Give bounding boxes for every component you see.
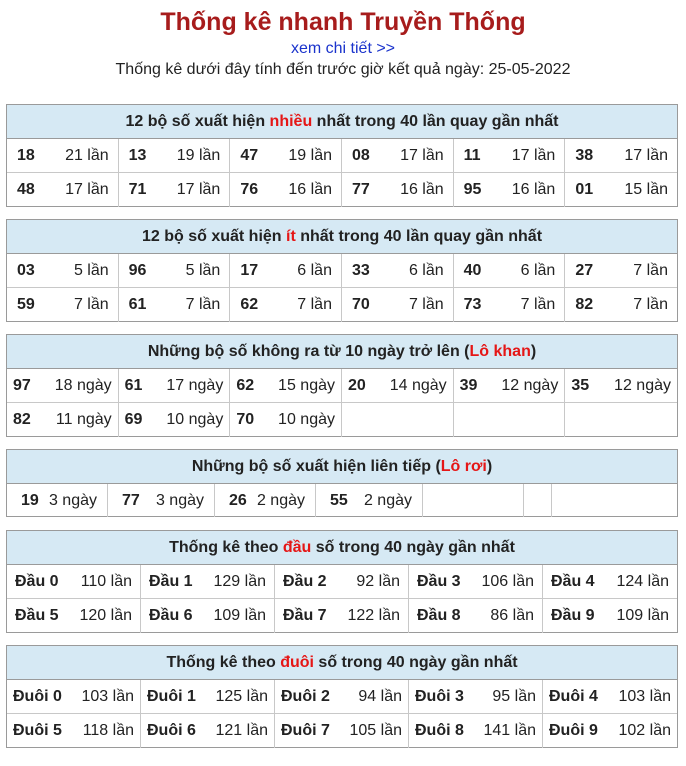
stat-number: 61 bbox=[124, 376, 143, 394]
stat-count: 3 ngày bbox=[48, 491, 97, 509]
stat-count: 121 lần bbox=[215, 722, 268, 739]
stat-label: Đầu 2 bbox=[283, 572, 327, 590]
stat-count: 129 lần bbox=[213, 572, 266, 590]
stat-count: 19 lần bbox=[176, 146, 221, 164]
stat-label: Đuôi 0 bbox=[13, 687, 62, 705]
stat-label: Đuôi 8 bbox=[415, 722, 464, 739]
stat-cell bbox=[230, 403, 342, 437]
stat-count: 17 lần bbox=[400, 146, 444, 164]
stat-count: 95 lần bbox=[492, 687, 536, 705]
stat-number: 77 bbox=[351, 181, 370, 198]
stat-count: 17 lần bbox=[176, 181, 221, 198]
stat-count: 2 ngày bbox=[256, 491, 305, 509]
stat-count: 12 ngày bbox=[501, 376, 559, 394]
stat-label: Đầu 7 bbox=[283, 607, 327, 624]
stat-cell bbox=[7, 680, 141, 714]
stat-count: 5 lần bbox=[185, 261, 221, 279]
stat-count: 15 ngày bbox=[278, 376, 335, 394]
stat-number: 69 bbox=[124, 411, 143, 428]
heading-highlight: Lô rơi bbox=[440, 458, 487, 475]
heading-highlight: nhiều bbox=[269, 113, 313, 130]
duoi-stats-section bbox=[6, 645, 678, 748]
heading-text-after: ) bbox=[486, 458, 493, 475]
stat-cell bbox=[7, 599, 141, 633]
stat-cell bbox=[119, 403, 231, 437]
stat-cell bbox=[543, 565, 677, 599]
stat-cell bbox=[141, 599, 275, 633]
stat-count: 21 lần bbox=[65, 146, 109, 164]
stat-cell bbox=[409, 714, 543, 748]
stat-number: 01 bbox=[575, 181, 594, 198]
stat-cell bbox=[342, 369, 454, 403]
stat-cell bbox=[108, 484, 215, 517]
stat-cell bbox=[119, 173, 231, 207]
heading-text-before: Những bộ số không ra từ 10 ngày trở lên ( bbox=[147, 343, 470, 360]
stat-cell bbox=[543, 714, 677, 748]
stat-cell bbox=[524, 484, 552, 517]
stat-cell bbox=[454, 288, 566, 322]
stat-count: 10 ngày bbox=[278, 411, 335, 428]
stat-count: 122 lần bbox=[347, 607, 400, 624]
least-frequent-section bbox=[6, 219, 678, 322]
stat-cell bbox=[454, 254, 566, 288]
stat-cell bbox=[275, 565, 409, 599]
stat-number: 77 bbox=[122, 491, 140, 509]
heading-text-before: Thống kê theo bbox=[166, 654, 281, 671]
stat-number: 82 bbox=[13, 411, 31, 428]
stat-number: 70 bbox=[236, 411, 255, 428]
stat-number: 26 bbox=[229, 491, 247, 509]
heading-text-after: nhất trong 40 lần quay gần nhất bbox=[295, 228, 543, 245]
stat-count: 109 lần bbox=[616, 607, 669, 624]
stat-count: 7 lần bbox=[73, 296, 109, 313]
stat-number: 27 bbox=[575, 261, 594, 279]
stats-grid bbox=[7, 484, 677, 517]
report-date-note bbox=[0, 60, 686, 80]
stat-number: 95 bbox=[463, 181, 482, 198]
section-heading bbox=[7, 646, 677, 680]
stat-number: 18 bbox=[17, 146, 35, 164]
stat-number: 33 bbox=[351, 261, 370, 279]
stat-count: 3 ngày bbox=[155, 491, 204, 509]
heading-highlight: Lô khan bbox=[469, 343, 531, 360]
stat-count: 17 lần bbox=[624, 146, 668, 164]
stat-cell bbox=[230, 173, 342, 207]
stat-number: 76 bbox=[240, 181, 259, 198]
stat-cell bbox=[454, 369, 566, 403]
heading-text-after: nhất trong 40 lần quay gần nhất bbox=[312, 113, 559, 130]
stat-count: 86 lần bbox=[490, 607, 534, 624]
stat-cell bbox=[7, 288, 119, 322]
heading-text-after: ) bbox=[530, 343, 537, 360]
heading-text-after: số trong 40 ngày gần nhất bbox=[311, 539, 515, 556]
stats-grid bbox=[7, 139, 677, 207]
stat-number: 47 bbox=[240, 146, 259, 164]
stat-number: 11 bbox=[463, 146, 481, 164]
stat-label: Đầu 8 bbox=[417, 607, 461, 624]
stat-count: 17 lần bbox=[65, 181, 109, 198]
stat-number: 59 bbox=[17, 296, 35, 313]
stat-number: 38 bbox=[575, 146, 594, 164]
section-heading bbox=[7, 531, 677, 565]
stat-number: 08 bbox=[351, 146, 370, 164]
stat-count: 16 lần bbox=[400, 181, 444, 198]
stat-cell bbox=[230, 139, 342, 173]
stat-cell bbox=[543, 680, 677, 714]
stat-number: 40 bbox=[463, 261, 482, 279]
stat-number: 73 bbox=[463, 296, 482, 313]
stat-cell bbox=[409, 599, 543, 633]
report-date-text: Thống kê dưới đây tính đến trước giờ kết quả ngày: 25-05-2022 bbox=[115, 61, 571, 78]
stat-cell bbox=[230, 254, 342, 288]
stat-cell bbox=[275, 680, 409, 714]
stat-number: 20 bbox=[347, 376, 366, 394]
stat-cell bbox=[230, 288, 342, 322]
stat-number: 03 bbox=[17, 261, 35, 279]
stat-cell bbox=[342, 254, 454, 288]
stat-label: Đuôi 4 bbox=[549, 687, 598, 705]
stat-cell bbox=[7, 173, 119, 207]
stat-cell bbox=[7, 714, 141, 748]
stat-cell bbox=[454, 173, 566, 207]
stats-grid bbox=[7, 680, 677, 748]
stat-cell bbox=[565, 288, 677, 322]
stat-cell bbox=[409, 565, 543, 599]
section-heading bbox=[7, 105, 677, 139]
stat-cell bbox=[552, 484, 579, 517]
stat-cell bbox=[7, 254, 119, 288]
stat-number: 97 bbox=[13, 376, 31, 394]
stat-number: 17 bbox=[240, 261, 259, 279]
stat-label: Đầu 0 bbox=[15, 572, 59, 590]
stat-number: 96 bbox=[128, 261, 147, 279]
stat-cell bbox=[7, 369, 119, 403]
stat-count: 105 lần bbox=[349, 722, 402, 739]
stat-count: 15 lần bbox=[624, 181, 668, 198]
stat-count: 17 ngày bbox=[166, 376, 224, 394]
stats-grid bbox=[7, 254, 677, 322]
stat-count: 110 lần bbox=[80, 572, 132, 590]
section-heading bbox=[7, 220, 677, 254]
stat-number: 39 bbox=[459, 376, 478, 394]
stat-number: 82 bbox=[575, 296, 594, 313]
stat-count: 7 lần bbox=[633, 261, 668, 279]
stat-label: Đuôi 2 bbox=[281, 687, 330, 705]
stat-cell bbox=[342, 288, 454, 322]
stat-label: Đuôi 7 bbox=[281, 722, 330, 739]
stat-cell bbox=[565, 403, 677, 437]
stat-cell bbox=[119, 254, 231, 288]
stat-cell bbox=[316, 484, 423, 517]
stat-cell bbox=[141, 565, 275, 599]
stat-cell bbox=[342, 403, 454, 437]
stat-count: 120 lần bbox=[79, 607, 132, 624]
stat-count: 7 lần bbox=[408, 296, 444, 313]
stat-cell bbox=[141, 680, 275, 714]
stat-count: 94 lần bbox=[358, 687, 402, 705]
stat-count: 6 lần bbox=[520, 261, 556, 279]
heading-text-before: 12 bộ số xuất hiện bbox=[125, 113, 270, 130]
stat-count: 12 ngày bbox=[614, 376, 671, 394]
section-heading bbox=[7, 450, 677, 484]
stat-cell bbox=[275, 599, 409, 633]
stat-count: 118 lần bbox=[82, 722, 134, 739]
stat-cell bbox=[7, 484, 108, 517]
stat-number: 70 bbox=[351, 296, 370, 313]
stat-number: 71 bbox=[128, 181, 147, 198]
stat-count: 103 lần bbox=[81, 687, 134, 705]
stat-count: 18 ngày bbox=[54, 376, 112, 394]
stat-count: 7 lần bbox=[520, 296, 556, 313]
stat-label: Đuôi 6 bbox=[147, 722, 196, 739]
stat-label: Đuôi 5 bbox=[13, 722, 62, 739]
stat-cell bbox=[7, 403, 119, 437]
stat-cell bbox=[119, 139, 231, 173]
stat-cell bbox=[409, 680, 543, 714]
stat-count: 5 lần bbox=[73, 261, 109, 279]
stat-cell bbox=[119, 369, 231, 403]
heading-highlight: đầu bbox=[282, 539, 312, 556]
stat-cell bbox=[230, 369, 342, 403]
stat-count: 7 lần bbox=[297, 296, 332, 313]
stat-count: 141 lần bbox=[483, 722, 536, 739]
stat-label: Đầu 1 bbox=[149, 572, 193, 590]
stat-label: Đầu 3 bbox=[417, 572, 461, 590]
stat-number: 62 bbox=[240, 296, 259, 313]
heading-highlight: ít bbox=[286, 228, 296, 245]
stat-count: 14 ngày bbox=[389, 376, 447, 394]
stats-grid bbox=[7, 369, 677, 437]
page-header bbox=[0, 0, 686, 80]
stat-count: 7 lần bbox=[633, 296, 668, 313]
stat-count: 10 ngày bbox=[166, 411, 224, 428]
stat-count: 6 lần bbox=[297, 261, 332, 279]
dau-stats-section bbox=[6, 530, 678, 633]
stat-cell bbox=[7, 565, 141, 599]
stat-cell bbox=[565, 369, 677, 403]
heading-text-before: Những bộ số xuất hiện liên tiếp ( bbox=[191, 458, 441, 475]
stat-cell bbox=[543, 599, 677, 633]
heading-text-before: 12 bộ số xuất hiện bbox=[141, 228, 286, 245]
stat-number: 55 bbox=[330, 491, 348, 509]
stat-cell bbox=[215, 484, 316, 517]
stat-number: 19 bbox=[21, 491, 39, 509]
view-details-link[interactable]: xem chi tiết >> bbox=[290, 40, 396, 57]
stat-cell bbox=[7, 139, 119, 173]
stat-count: 19 lần bbox=[288, 146, 332, 164]
stat-number: 48 bbox=[17, 181, 35, 198]
stat-count: 103 lần bbox=[618, 687, 671, 705]
stat-count: 7 lần bbox=[185, 296, 221, 313]
lo-roi-section bbox=[6, 449, 678, 517]
stat-cell bbox=[342, 139, 454, 173]
stats-grid bbox=[7, 565, 677, 633]
stat-count: 106 lần bbox=[481, 572, 534, 590]
stat-cell bbox=[119, 288, 231, 322]
stat-label: Đầu 4 bbox=[551, 572, 595, 590]
stat-label: Đầu 5 bbox=[15, 607, 59, 624]
section-heading bbox=[7, 335, 677, 369]
stat-cell bbox=[423, 484, 524, 517]
stat-count: 2 ngày bbox=[363, 491, 412, 509]
heading-text-after: số trong 40 ngày gần nhất bbox=[313, 654, 518, 671]
stat-cell bbox=[141, 714, 275, 748]
stat-number: 61 bbox=[128, 296, 147, 313]
stat-cell bbox=[275, 714, 409, 748]
stat-count: 16 lần bbox=[511, 181, 556, 198]
stat-count: 102 lần bbox=[618, 722, 671, 739]
stat-label: Đầu 9 bbox=[551, 607, 595, 624]
stat-cell bbox=[342, 173, 454, 207]
stat-count: 92 lần bbox=[356, 572, 400, 590]
stat-label: Đầu 6 bbox=[149, 607, 193, 624]
stat-number: 13 bbox=[128, 146, 147, 164]
stat-cell bbox=[565, 254, 677, 288]
stat-count: 6 lần bbox=[408, 261, 444, 279]
stat-count: 125 lần bbox=[215, 687, 268, 705]
stat-number: 35 bbox=[571, 376, 590, 394]
most-frequent-section bbox=[6, 104, 678, 207]
stat-count: 11 ngày bbox=[55, 411, 112, 428]
stat-count: 109 lần bbox=[213, 607, 266, 624]
lo-khan-section bbox=[6, 334, 678, 437]
stat-number: 62 bbox=[236, 376, 255, 394]
stat-count: 124 lần bbox=[616, 572, 669, 590]
stat-cell bbox=[565, 139, 677, 173]
stat-label: Đuôi 3 bbox=[415, 687, 464, 705]
stat-label: Đuôi 1 bbox=[147, 687, 196, 705]
heading-highlight: đuôi bbox=[280, 654, 314, 671]
stat-cell bbox=[454, 139, 566, 173]
stat-count: 17 lần bbox=[511, 146, 556, 164]
stat-count: 16 lần bbox=[288, 181, 332, 198]
heading-text-before: Thống kê theo bbox=[169, 539, 283, 556]
stat-cell bbox=[565, 173, 677, 207]
stat-cell bbox=[454, 403, 566, 437]
stat-label: Đuôi 9 bbox=[549, 722, 598, 739]
page-title: Thống kê nhanh Truyền Thống bbox=[160, 8, 526, 36]
